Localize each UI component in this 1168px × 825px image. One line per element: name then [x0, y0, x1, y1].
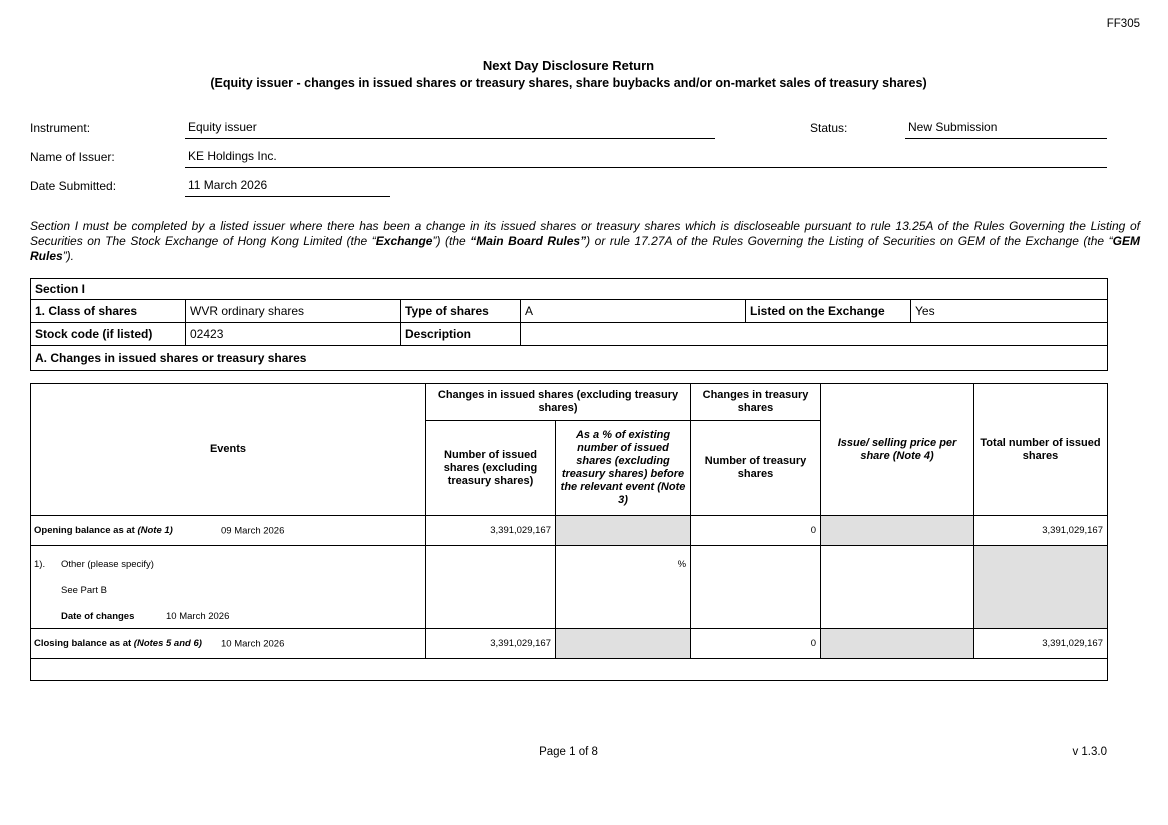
form-meta [30, 120, 1107, 207]
opening-balance-label-cell [31, 516, 426, 546]
intro-paragraph: Section I must be completed by a listed issuer where there has been a change in its issued shares or treasury shares which is discloseable pursuant to rule 13.25A of the Rules Governing the Listing of Securities on The Stock Exchange of Hong Kong Limited (the “Exchange”) (the “Main Board Rules”) or rule 17.27A of the Rules Governing the Listing of Securities on GEM of the Exchange (the “GEM Rules”). [30, 219, 1140, 263]
closing-balance-date: 10 March 2026 [221, 638, 285, 649]
shaded-cell [821, 516, 974, 546]
date-submitted-row [30, 178, 1107, 197]
event-percent-cell: % [556, 546, 691, 629]
form-title: Next Day Disclosure Return [482, 58, 655, 73]
closing-balance-label: Closing balance as at [34, 638, 134, 649]
issuer-value: KE Holdings Inc. [185, 149, 1107, 168]
percent-column-header: As a % of existing number of issued shares (excluding treasury shares) before the relevant event (Note 3) [556, 421, 691, 516]
form-subtitle: (Equity issuer - changes in issued shares or treasury shares, share buybacks and/or on-market sales of treasury shares) [210, 76, 927, 90]
class-of-shares-row [31, 300, 1108, 323]
part-a-title: A. Changes in issued shares or treasury shares [31, 346, 1108, 371]
section1-container [30, 278, 1107, 681]
empty-cell [31, 659, 1108, 681]
event-index: 1). [34, 559, 46, 570]
type-of-shares-label: Type of shares [401, 300, 521, 323]
event-date-line [31, 611, 425, 622]
number-issued-column-header: Number of issued shares (excluding treasury shares) [426, 421, 556, 516]
part-a-title-row [31, 346, 1108, 371]
event-description-cell [31, 546, 426, 629]
date-submitted-value: 11 March 2026 [185, 178, 390, 197]
class-of-shares-value: WVR ordinary shares [186, 300, 401, 323]
closing-total: 3,391,029,167 [974, 629, 1108, 659]
event-label-line [31, 559, 425, 570]
instrument-row [30, 120, 1107, 139]
treasury-shares-group-header: Changes in treasury shares [691, 384, 821, 421]
number-treasury-column-header: Number of treasury shares [691, 421, 821, 516]
instrument-label: Instrument: [30, 121, 91, 135]
changes-table-header-row-1 [31, 384, 1108, 421]
description-value [521, 323, 1108, 346]
opening-balance-label: Opening balance as at [34, 525, 138, 536]
shaded-cell [556, 629, 691, 659]
status-label: Status: [810, 121, 848, 135]
page-number: Page 1 of 8 [539, 746, 598, 758]
opening-total: 3,391,029,167 [974, 516, 1108, 546]
opening-number-treasury: 0 [691, 516, 821, 546]
shaded-cell [821, 629, 974, 659]
opening-number-issued: 3,391,029,167 [426, 516, 556, 546]
closing-balance-row [31, 629, 1108, 659]
closing-balance-label-cell [31, 629, 426, 659]
empty-row [31, 659, 1108, 681]
description-label: Description [401, 323, 521, 346]
section1-title-row [31, 279, 1108, 300]
page-footer [30, 746, 1107, 758]
instrument-value: Equity issuer [185, 120, 715, 139]
listed-on-exchange-label: Listed on the Exchange [746, 300, 911, 323]
events-column-header: Events [31, 384, 426, 516]
shaded-cell [974, 546, 1108, 629]
issuer-row [30, 149, 1107, 168]
date-of-changes-label: Date of changes [61, 611, 135, 622]
closing-balance-note: (Notes 5 and 6) [133, 638, 202, 649]
event-price-cell [821, 546, 974, 629]
class-of-shares-label: 1. Class of shares [31, 300, 186, 323]
issued-shares-group-header: Changes in issued shares (excluding treasury shares) [426, 384, 691, 421]
stock-code-value: 02423 [186, 323, 401, 346]
listed-on-exchange-value: Yes [911, 300, 1108, 323]
status-value: New Submission [905, 120, 1107, 139]
shaded-cell [556, 516, 691, 546]
title-block [30, 58, 1107, 90]
date-of-changes-value: 10 March 2026 [166, 611, 230, 622]
section1-title: Section I [31, 279, 1108, 300]
form-code: FF305 [1106, 18, 1140, 30]
opening-balance-date: 09 March 2026 [221, 525, 285, 536]
section1-info-table [30, 278, 1108, 371]
closing-number-issued: 3,391,029,167 [426, 629, 556, 659]
issuer-label: Name of Issuer: [30, 150, 115, 164]
total-column-header: Total number of issued shares [974, 384, 1108, 516]
version-label: v 1.3.0 [1072, 746, 1107, 758]
date-submitted-label: Date Submitted: [30, 179, 117, 193]
closing-number-treasury: 0 [691, 629, 821, 659]
event-detail-line: See Part B [61, 585, 107, 596]
type-of-shares-value: A [521, 300, 746, 323]
changes-table [30, 383, 1108, 681]
event-number-issued-cell [426, 546, 556, 629]
opening-balance-note: (Note 1) [137, 525, 173, 536]
stock-code-label: Stock code (if listed) [31, 323, 186, 346]
price-column-header: Issue/ selling price per share (Note 4) [821, 384, 974, 516]
opening-balance-row [31, 516, 1108, 546]
stock-code-row [31, 323, 1108, 346]
event-row [31, 546, 1108, 629]
event-number-treasury-cell [691, 546, 821, 629]
event-label: Other (please specify) [61, 559, 154, 570]
